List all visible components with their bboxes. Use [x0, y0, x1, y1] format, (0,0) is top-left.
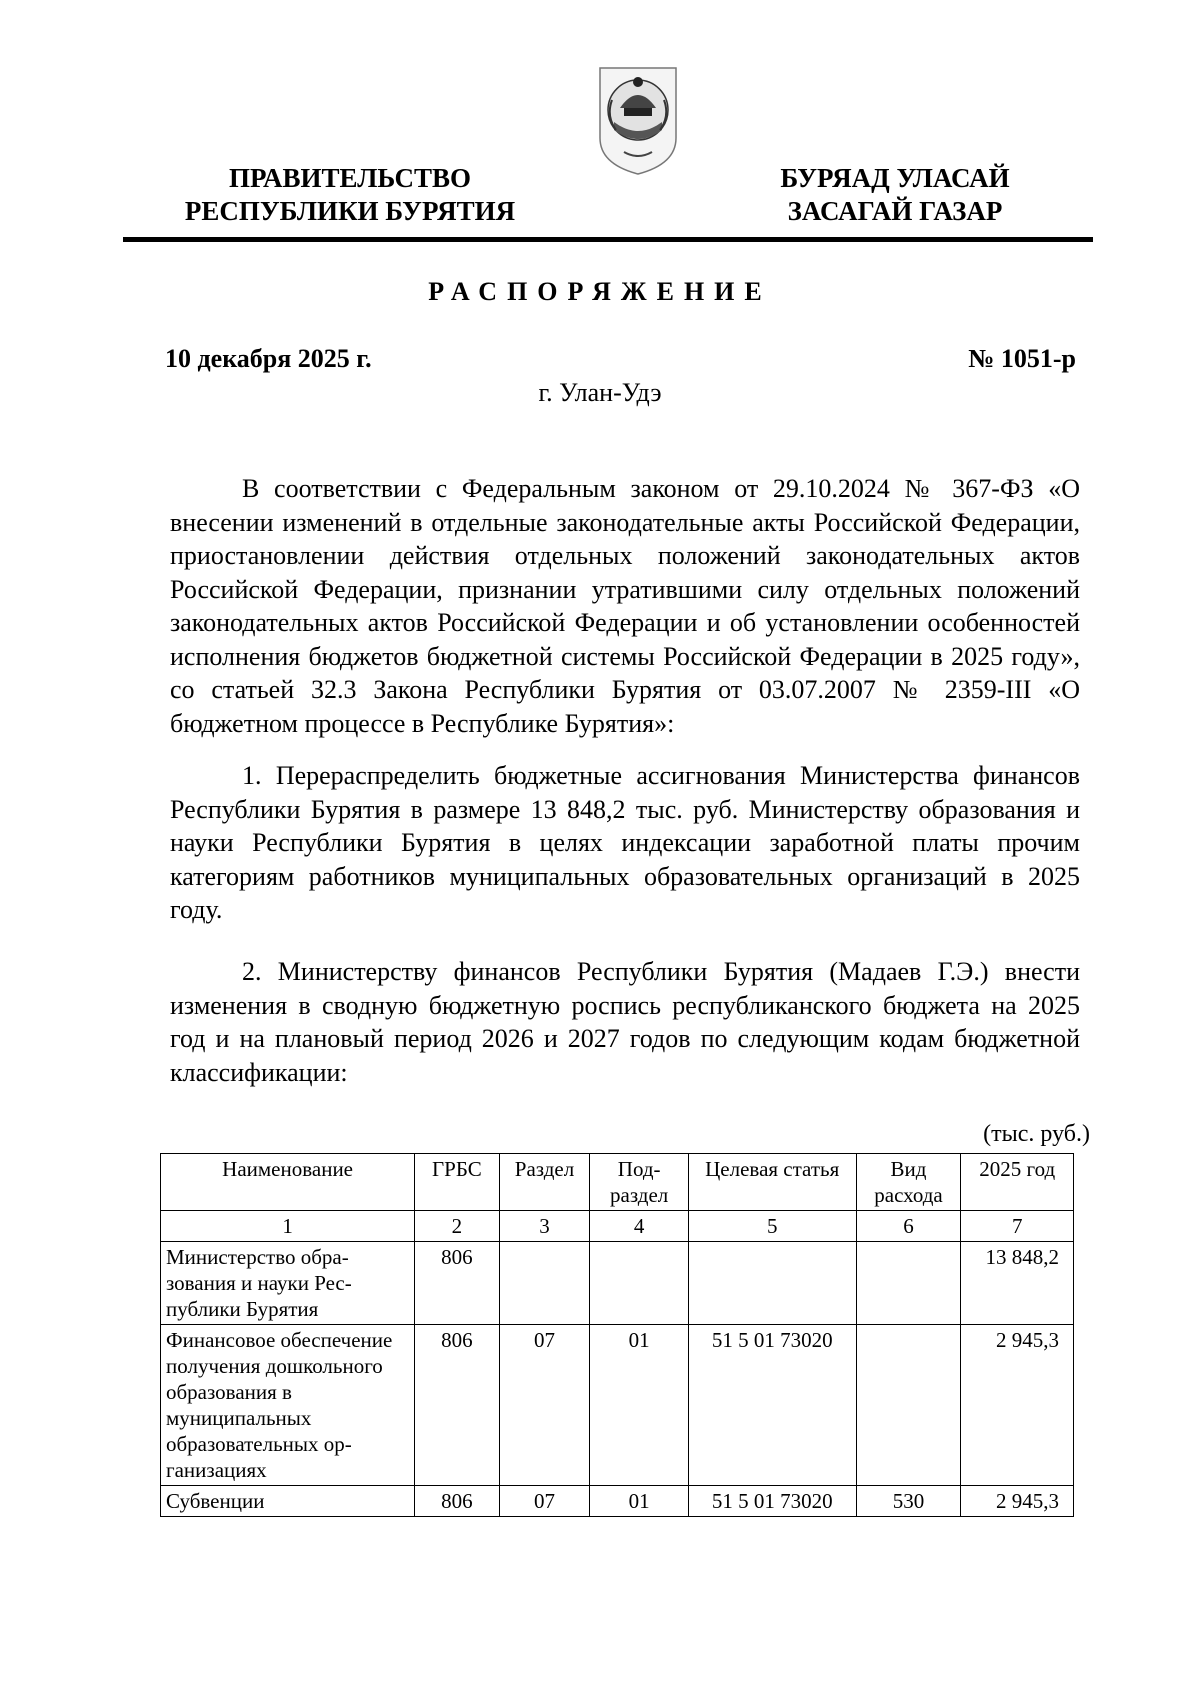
- row-grbs: 806: [415, 1325, 499, 1486]
- header-divider: [123, 237, 1093, 242]
- budget-table: [160, 1153, 1074, 1517]
- government-name-buryat: [740, 162, 1050, 228]
- government-name-russian: [160, 162, 540, 228]
- header-cell-grbs: ГРБС: [415, 1154, 499, 1211]
- header-cell-year: 2025 год: [961, 1154, 1074, 1211]
- row-grbs: 806: [415, 1486, 499, 1517]
- header-cell-razdel: Раздел: [499, 1154, 590, 1211]
- row-amount: 2 945,3: [961, 1486, 1074, 1517]
- column-number: 3: [499, 1211, 590, 1242]
- row-amount: 2 945,3: [961, 1325, 1074, 1486]
- row-celevaya: 51 5 01 73020: [688, 1325, 856, 1486]
- document-city: г. Улан-Удэ: [538, 378, 662, 407]
- table-header-row: [161, 1154, 1074, 1211]
- row-name: Финансовое обеспечение получения дошкольного образования в муниципальных образовательных организациях: [161, 1325, 415, 1486]
- table-row: [161, 1325, 1074, 1486]
- table-row: [161, 1486, 1074, 1517]
- preamble-paragraph: В соответствии с Федеральным законом от 29.10.2024 № 367-ФЗ «О внесении изменений в отдельные законодательные акты Российской Федерации, приостановлении действия отдельных положений законодательных актов Российской Федерации, признании утратившими силу отдельных положений законодательных актов Российской Федерации и об установлении особенностей исполнения бюджетов бюджетной системы Российской Федерации в 2025 году», со статьей 32.3 Закона Республики Бурятия от 03.07.2007 № 2359-III «О бюджетном процессе в Республике Бурятия»:: [170, 474, 1080, 738]
- coat-of-arms-emblem: [594, 60, 682, 176]
- row-razdel: [499, 1242, 590, 1325]
- item-1-paragraph: 1. Перераспределить бюджетные ассигнования Министерства финансов Республики Бурятия в размере 13 848,2 тыс. руб. Министерству образования и науки Республики Бурятия в целях индексации заработной платы прочим категориям работников муниципальных образовательных организаций в 2025 году.: [170, 761, 1080, 924]
- column-number: 6: [856, 1211, 961, 1242]
- row-grbs: 806: [415, 1242, 499, 1325]
- row-celevaya: [688, 1242, 856, 1325]
- column-number: 1: [161, 1211, 415, 1242]
- row-vid: 530: [856, 1486, 961, 1517]
- table-column-numbers-row: [161, 1211, 1074, 1242]
- document-number: № 1051-р: [968, 344, 1076, 373]
- row-name: Министерство образования и науки Республики Бурятия: [161, 1242, 415, 1325]
- row-vid: [856, 1242, 961, 1325]
- row-celevaya: 51 5 01 73020: [688, 1486, 856, 1517]
- header-cell-name: Наименование: [161, 1154, 415, 1211]
- gov-name-ru-line2: РЕСПУБЛИКИ БУРЯТИЯ: [184, 196, 516, 226]
- gov-name-bua-line2: ЗАСАГАЙ ГАЗАР: [787, 196, 1003, 226]
- row-vid: [856, 1325, 961, 1486]
- gov-name-ru-line1: ПРАВИТЕЛЬСТВО: [228, 163, 472, 193]
- header-cell-celevaya: Целевая статья: [688, 1154, 856, 1211]
- row-amount: 13 848,2: [961, 1242, 1074, 1325]
- document-type-title: РАСПОРЯЖЕНИЕ: [428, 277, 772, 306]
- column-number: 2: [415, 1211, 499, 1242]
- column-number: 7: [961, 1211, 1074, 1242]
- header-cell-podrazdel: Подраздел: [590, 1154, 688, 1211]
- row-razdel: 07: [499, 1486, 590, 1517]
- table-units-label: (тыс. руб.): [983, 1121, 1090, 1147]
- row-podrazdel: [590, 1242, 688, 1325]
- document-date: 10 декабря 2025 г.: [165, 344, 372, 373]
- column-number: 4: [590, 1211, 688, 1242]
- row-name: Субвенции: [161, 1486, 415, 1517]
- row-razdel: 07: [499, 1325, 590, 1486]
- item-2-paragraph: 2. Министерству финансов Республики Бурятия (Мадаев Г.Э.) внести изменения в сводную бюджетную роспись республиканского бюджета на 2025 год и на плановый период 2026 и 2027 годов по следующим кодам бюджетной классификации:: [170, 957, 1080, 1087]
- row-podrazdel: 01: [590, 1486, 688, 1517]
- gov-name-bua-line1: БУРЯАД УЛАСАЙ: [780, 163, 1010, 193]
- column-number: 5: [688, 1211, 856, 1242]
- header-cell-vid: Вид расхода: [856, 1154, 961, 1211]
- table-row: [161, 1242, 1074, 1325]
- row-podrazdel: 01: [590, 1325, 688, 1486]
